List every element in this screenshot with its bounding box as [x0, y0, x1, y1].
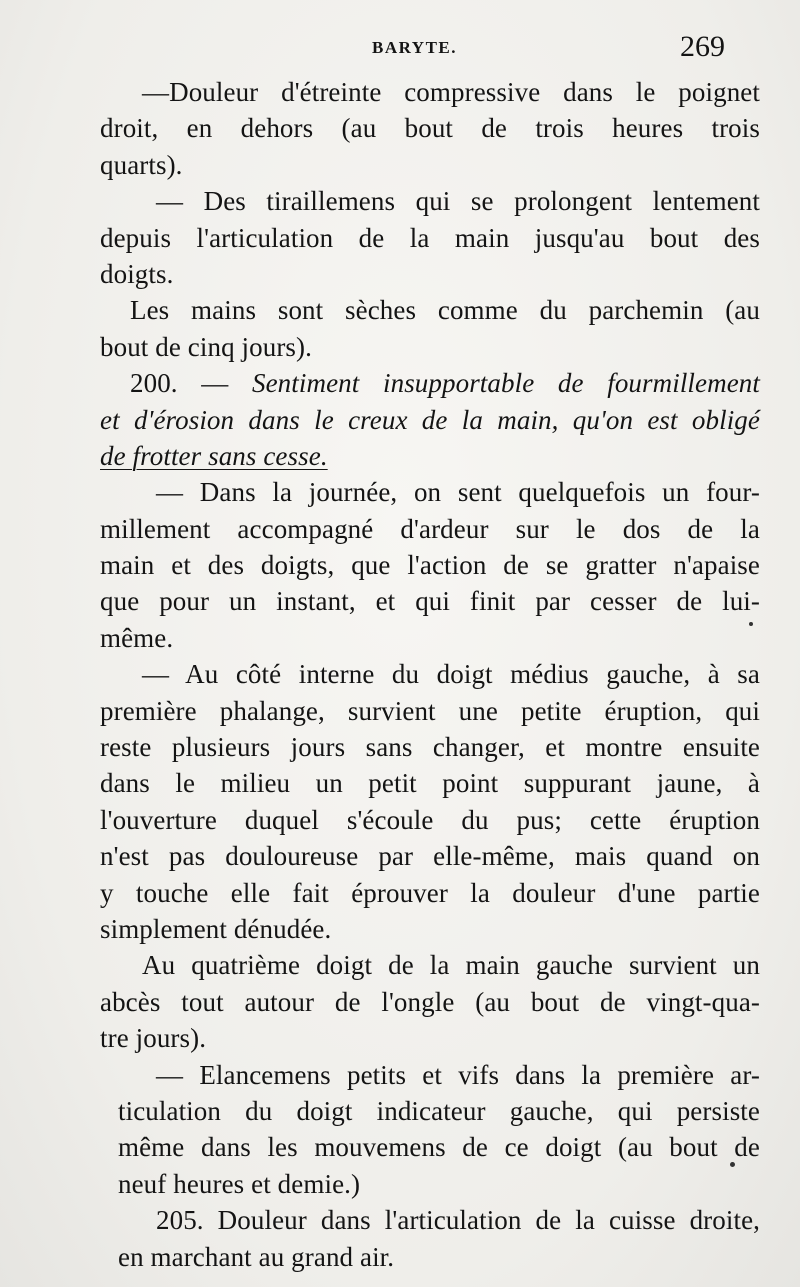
text-line: même. [100, 622, 174, 653]
text-line: abcès tout autour de l'ongle (au bout de vingt-qua- [100, 986, 760, 1017]
running-head: BARYTE. [372, 38, 457, 57]
text-line: quarts). [100, 149, 183, 180]
text-line: main et des doigts, que l'action de se gratter n'apaise [100, 550, 760, 581]
text-line: neuf heures et demie.) [118, 1168, 361, 1199]
italic-symptom-heading: Sentiment insupportable de fourmillement [252, 368, 760, 399]
text-line: millement accompagné d'ardeur sur le dos de la [100, 513, 760, 544]
ink-speck [749, 622, 753, 626]
text-line: tre jours). [100, 1023, 207, 1054]
text-line: — Des tiraillemens qui se prolongent lentement [156, 186, 760, 217]
page-header [0, 30, 800, 74]
text-line: droit, en dehors (au bout de trois heures trois [100, 113, 760, 144]
text-line: — Dans la journée, on sent quelquefois un four- [156, 477, 760, 508]
text-line: — Elancemens petits et vifs dans la première ar- [156, 1059, 760, 1090]
section-number: 200. — [130, 368, 229, 399]
text-line: y touche elle fait éprouver la douleur d'une partie [100, 877, 760, 908]
text-line: Les mains sont sèches comme du parchemin (au [130, 295, 760, 326]
text-line: même dans les mouvemens de ce doigt (au bout de [118, 1132, 760, 1163]
underlined-text: de frotter sans cesse. [100, 440, 328, 471]
text-line: doigts. [100, 258, 174, 289]
text-line: Au quatrième doigt de la main gauche survient un [142, 950, 760, 981]
text-line: l'ouverture duquel s'écoule du pus; cette éruption [100, 804, 760, 835]
text-line: — Au côté interne du doigt médius gauche, à sa [142, 659, 760, 690]
text-line: n'est pas douloureuse par elle-même, mais quand on [100, 841, 760, 872]
text-line: ticulation du doigt indicateur gauche, qui persiste [118, 1095, 760, 1126]
text-line: reste plusieurs jours sans changer, et montre ensuite [100, 732, 760, 763]
text-line: simplement dénudée. [100, 913, 332, 944]
text-line: première phalange, survient une petite éruption, qui [100, 695, 760, 726]
page-number: 269 [680, 30, 725, 63]
text-line: et d'érosion dans le creux de la main, qu'on est obligé [100, 404, 760, 435]
text-line [100, 365, 760, 401]
text-line: que pour un instant, et qui finit par cesser de lui- [100, 586, 760, 617]
text-line: 205. Douleur dans l'articulation de la cuisse droite, [156, 1205, 760, 1236]
text-line: —Douleur d'étreinte compressive dans le poignet [142, 77, 760, 107]
ink-speck [730, 1162, 735, 1167]
body-text [100, 74, 760, 1275]
text-line: dans le milieu un petit point suppurant jaune, à [100, 768, 760, 799]
text-line: en marchant au grand air. [118, 1241, 395, 1272]
text-line: depuis l'articulation de la main jusqu'au bout des [100, 222, 760, 253]
text-line [100, 438, 760, 474]
text-line: bout de cinq jours). [100, 331, 312, 362]
